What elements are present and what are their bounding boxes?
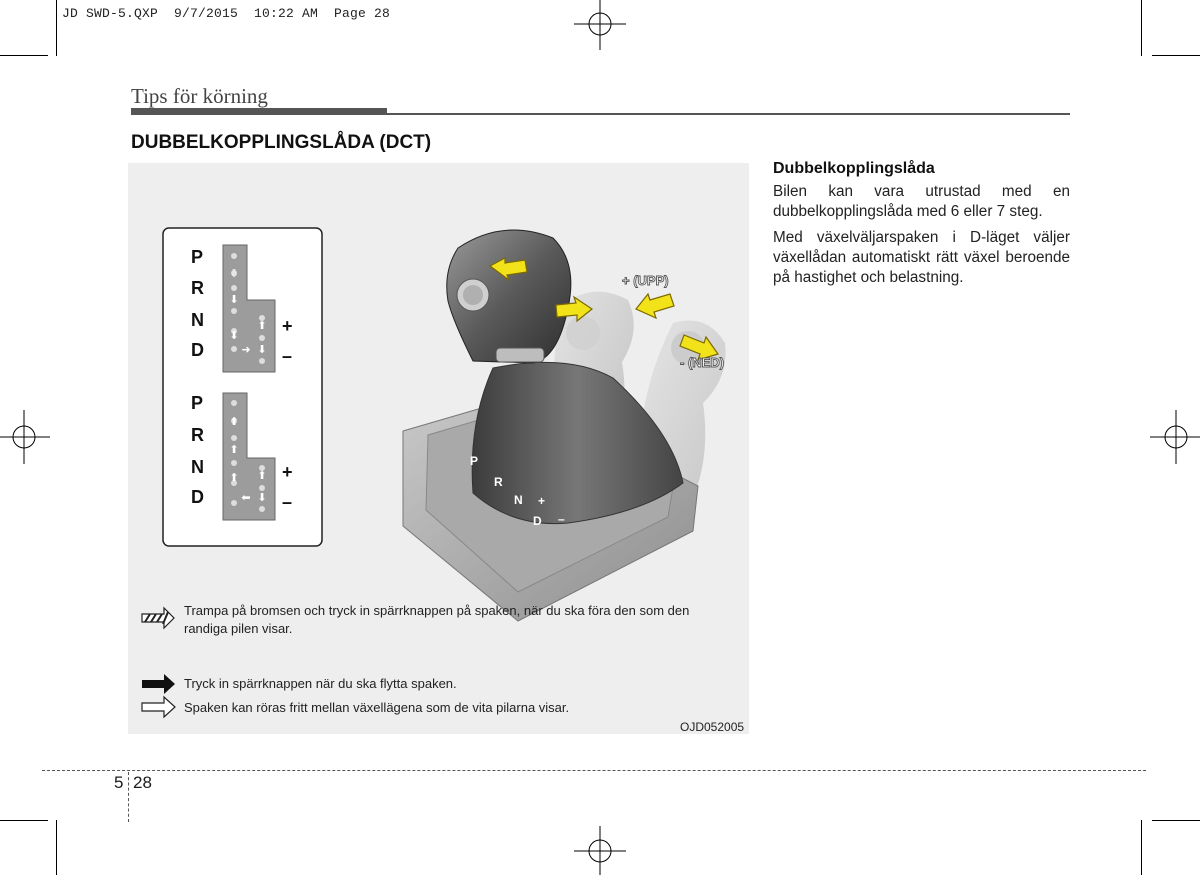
svg-text:⬇: ⬇ bbox=[257, 491, 267, 504]
print-header: JD SWD-5.QXP 9/7/2015 10:22 AM Page 28 bbox=[62, 6, 391, 21]
console-label-p: P bbox=[470, 454, 479, 468]
outline-arrow-icon bbox=[142, 697, 175, 717]
chapter-number: 5 bbox=[114, 773, 124, 792]
svg-text:⬇: ⬇ bbox=[257, 343, 267, 356]
shift-up-label: + (UPP) bbox=[622, 273, 669, 288]
svg-text:⬆: ⬆ bbox=[257, 319, 267, 332]
svg-text:⬆: ⬆ bbox=[229, 471, 239, 484]
pattern-top-minus: – bbox=[282, 346, 293, 366]
legend-text-outline: Spaken kan röras fritt mellan växellägena som de vita pilarna visar. bbox=[184, 700, 570, 715]
striped-arrow-icon bbox=[142, 608, 174, 628]
page-number-separator bbox=[128, 772, 129, 822]
pattern-bottom-minus: – bbox=[282, 492, 293, 512]
console-label-d: D bbox=[533, 514, 542, 528]
pattern-bottom-label-n: N bbox=[191, 457, 204, 477]
legend-text-solid: Tryck in spärrknappen när du ska flytta spaken. bbox=[184, 676, 457, 691]
page-heading: DUBBELKOPPLINGSLÅDA (DCT) bbox=[131, 132, 432, 153]
svg-text:⬇: ⬇ bbox=[229, 293, 239, 306]
figure-illustration bbox=[128, 163, 749, 734]
pattern-top-label-r: R bbox=[191, 278, 204, 298]
svg-text:⬆: ⬆ bbox=[229, 415, 239, 428]
svg-text:⬆: ⬆ bbox=[257, 469, 267, 482]
figure-code: OJD052005 bbox=[680, 720, 745, 734]
solid-arrow-icon bbox=[142, 674, 175, 694]
title-bar bbox=[131, 108, 387, 115]
paragraph-2: Med växelväljarspaken i D-läget väljer växellådan automatiskt rätt växel beroende på hastighet och belastning. bbox=[773, 229, 1070, 286]
pattern-top-label-d: D bbox=[191, 340, 204, 360]
legend-text-striped: Trampa på bromsen och tryck in spärrknappen på spaken, när du ska föra den som den randiga pilen visar. bbox=[184, 603, 690, 636]
title-rule bbox=[387, 113, 1070, 115]
console-minus: – bbox=[558, 512, 565, 526]
console-plus: + bbox=[538, 494, 546, 508]
subheading: Dubbelkopplingslåda bbox=[773, 160, 935, 177]
console-label-r: R bbox=[494, 475, 503, 489]
page-number: 28 bbox=[133, 773, 152, 792]
svg-text:⬆: ⬆ bbox=[229, 443, 239, 456]
right-column bbox=[773, 160, 1070, 294]
pattern-top-plus: + bbox=[282, 316, 293, 336]
svg-text:⬇: ⬇ bbox=[229, 329, 239, 342]
pattern-bottom-label-p: P bbox=[191, 393, 204, 413]
svg-text:⬅: ⬅ bbox=[241, 491, 251, 504]
section-title: Tips för körning bbox=[131, 84, 268, 108]
pattern-top-label-n: N bbox=[191, 310, 204, 330]
svg-text:⇩: ⇩ bbox=[229, 267, 239, 280]
svg-text:➜: ➜ bbox=[241, 343, 251, 356]
footer-rule bbox=[42, 770, 1146, 771]
pattern-bottom-plus: + bbox=[282, 462, 293, 482]
pattern-bottom-label-r: R bbox=[191, 425, 204, 445]
pattern-top-label-p: P bbox=[191, 247, 204, 267]
pattern-bottom-label-d: D bbox=[191, 487, 204, 507]
upshift-arrow-icon bbox=[636, 294, 674, 318]
console-label-n: N bbox=[514, 493, 523, 507]
shift-down-label: - (NED) bbox=[680, 355, 725, 370]
paragraph-1: Bilen kan vara utrustad med en dubbelkopplingslåda med 6 eller 7 steg. bbox=[773, 183, 1070, 220]
